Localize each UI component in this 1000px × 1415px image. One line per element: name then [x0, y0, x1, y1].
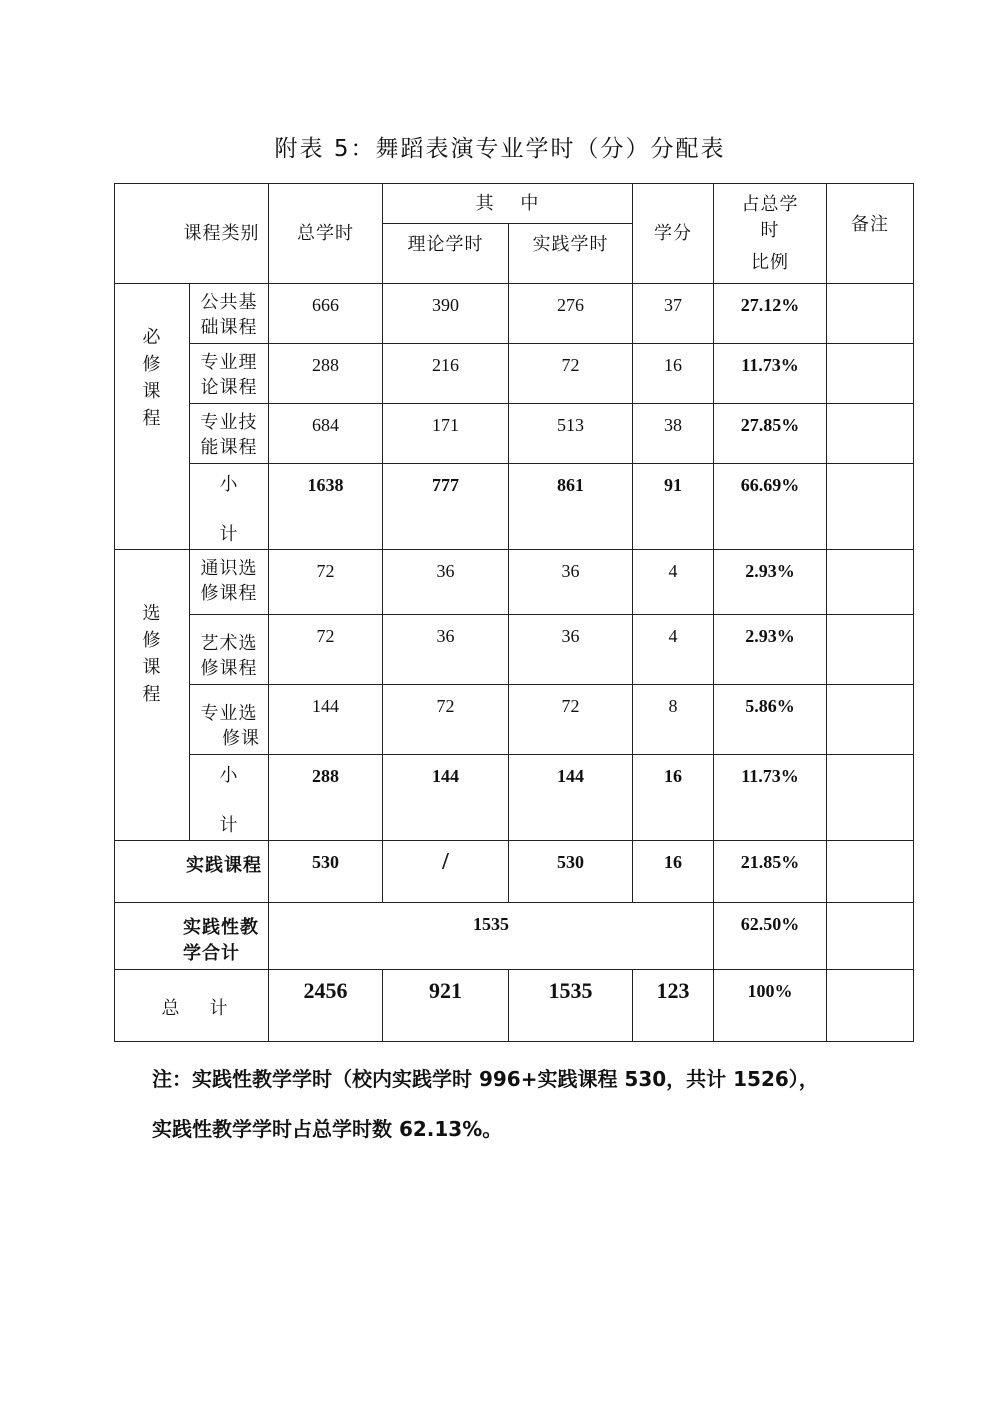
- footnote: [152, 1054, 932, 1154]
- cell-ratio: 100%: [714, 970, 827, 1042]
- cell-practice: 513: [509, 404, 633, 464]
- row-name-line: 修课程: [200, 658, 258, 679]
- group-elective: [115, 550, 190, 841]
- cell-total: 288: [269, 755, 383, 841]
- cell-practice: 36: [509, 615, 633, 685]
- cell-remarks: [827, 755, 914, 841]
- row-name-line: 专业理: [200, 352, 258, 373]
- row-name: [190, 550, 269, 615]
- cell-remarks: [827, 685, 914, 755]
- cell-credits: 37: [633, 284, 714, 344]
- cell-remarks: [827, 841, 914, 903]
- cell-practice: 861: [509, 464, 633, 550]
- row-name: [190, 344, 269, 404]
- cell-remarks: [827, 284, 914, 344]
- cell-ratio: 2.93%: [714, 550, 827, 615]
- cell-practical-teaching-value: 1535: [269, 903, 714, 970]
- header-ratio-line2: 时: [760, 220, 780, 241]
- cell-remarks: [827, 404, 914, 464]
- cell-ratio: 5.86%: [714, 685, 827, 755]
- row-name-line: 础课程: [200, 317, 258, 338]
- header-theory-hours: 理论学时: [383, 224, 509, 284]
- cell-total: 530: [269, 841, 383, 903]
- hours-allocation-table: [114, 183, 914, 1042]
- header-remarks: 备注: [827, 184, 914, 284]
- cell-theory: 36: [383, 615, 509, 685]
- cell-credits: 16: [633, 841, 714, 903]
- footnote-line1: 注：实践性教学学时（校内实践学时 996+实践课程 530，共计 1526），: [152, 1067, 819, 1091]
- cell-remarks: [827, 970, 914, 1042]
- cell-remarks: [827, 550, 914, 615]
- cell-theory: 72: [383, 685, 509, 755]
- page-title: 附表 5：舞蹈表演专业学时（分）分配表: [274, 136, 726, 162]
- cell-remarks: [827, 615, 914, 685]
- cell-theory: /: [383, 841, 509, 903]
- group-required: [115, 284, 190, 550]
- cell-practice: 276: [509, 284, 633, 344]
- row-name: [190, 685, 269, 755]
- cell-practice: 1535: [509, 970, 633, 1042]
- row-practice-course-label: 实践课程: [186, 855, 262, 876]
- row-name-line: 修课: [222, 728, 260, 749]
- cell-credits: 38: [633, 404, 714, 464]
- cell-practice: 530: [509, 841, 633, 903]
- row-grand-total-name: [115, 970, 269, 1042]
- cell-credits: 16: [633, 344, 714, 404]
- cell-practice: 144: [509, 755, 633, 841]
- cell-theory: 144: [383, 755, 509, 841]
- header-category: [115, 184, 269, 284]
- header-category-label: 课程类别: [183, 222, 260, 244]
- cell-theory: 216: [383, 344, 509, 404]
- cell-credits: 4: [633, 550, 714, 615]
- cell-practice: 72: [509, 685, 633, 755]
- row-name: [190, 404, 269, 464]
- header-ratio-line1: 占总学: [741, 194, 799, 215]
- row-name-line: 小: [219, 474, 239, 495]
- cell-total: 72: [269, 615, 383, 685]
- row-practice-course-name: [115, 841, 269, 903]
- row-name-line: 能课程: [200, 437, 258, 458]
- row-grand-total-label: 总 计: [161, 998, 234, 1019]
- row-name-subtotal: [190, 755, 269, 841]
- row-name-line: 修课程: [200, 583, 258, 604]
- cell-total: 1638: [269, 464, 383, 550]
- header-credits: 学分: [633, 184, 714, 284]
- cell-remarks: [827, 464, 914, 550]
- row-name-line: 实践性教: [183, 917, 259, 938]
- row-name-line: 通识选: [200, 558, 258, 579]
- row-name-line: 专业技: [200, 412, 258, 433]
- cell-credits: 91: [633, 464, 714, 550]
- row-name-line: 公共基: [200, 292, 258, 313]
- cell-credits: 123: [633, 970, 714, 1042]
- cell-credits: 4: [633, 615, 714, 685]
- row-name-line: 论课程: [200, 377, 258, 398]
- cell-practice: 72: [509, 344, 633, 404]
- header-ratio-line3: 比例: [751, 252, 790, 273]
- cell-ratio: 2.93%: [714, 615, 827, 685]
- cell-remarks: [827, 903, 914, 970]
- row-name-line: 学合计: [183, 943, 240, 964]
- cell-ratio: 66.69%: [714, 464, 827, 550]
- cell-theory: 390: [383, 284, 509, 344]
- row-name-subtotal: [190, 464, 269, 550]
- cell-total: 144: [269, 685, 383, 755]
- cell-remarks: [827, 344, 914, 404]
- row-name: [190, 284, 269, 344]
- cell-theory: 171: [383, 404, 509, 464]
- cell-ratio: 27.12%: [714, 284, 827, 344]
- cell-credits: 8: [633, 685, 714, 755]
- row-name-line: 小: [219, 765, 239, 786]
- group-required-label: 必修课程: [142, 327, 162, 429]
- cell-total: 2456: [269, 970, 383, 1042]
- header-ratio: [714, 184, 827, 284]
- row-name-line: 艺术选: [200, 633, 258, 654]
- cell-ratio: 11.73%: [714, 344, 827, 404]
- row-name-line: 计: [219, 815, 239, 836]
- row-name-line: 计: [219, 524, 239, 545]
- cell-theory: 921: [383, 970, 509, 1042]
- group-elective-label: 选修课程: [142, 603, 162, 705]
- cell-total: 72: [269, 550, 383, 615]
- cell-total: 288: [269, 344, 383, 404]
- cell-total: 684: [269, 404, 383, 464]
- cell-ratio: 62.50%: [714, 903, 827, 970]
- row-name-line: 专业选: [200, 703, 258, 724]
- cell-ratio: 27.85%: [714, 404, 827, 464]
- footnote-line2: 实践性教学学时占总学时数 62.13%。: [152, 1117, 503, 1141]
- header-practice-hours: 实践学时: [509, 224, 633, 284]
- cell-credits: 16: [633, 755, 714, 841]
- row-practical-teaching-name: [115, 903, 269, 970]
- cell-total: 666: [269, 284, 383, 344]
- header-total-hours: 总学时: [269, 184, 383, 284]
- cell-theory: 36: [383, 550, 509, 615]
- cell-ratio: 21.85%: [714, 841, 827, 903]
- header-among: 其 中: [383, 184, 633, 224]
- row-name: [190, 615, 269, 685]
- cell-theory: 777: [383, 464, 509, 550]
- cell-ratio: 11.73%: [714, 755, 827, 841]
- cell-practice: 36: [509, 550, 633, 615]
